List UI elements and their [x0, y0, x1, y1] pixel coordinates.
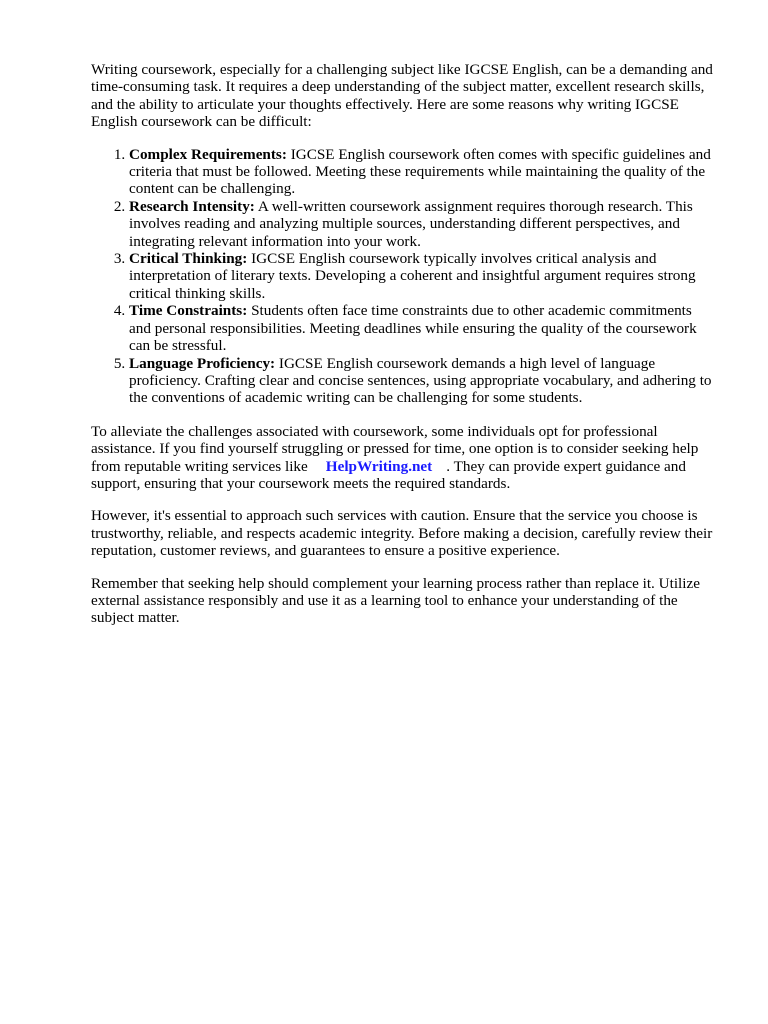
help-text-after: . They can provide expert guidance and support, ensuring that your coursework meets the required standards.	[91, 457, 686, 492]
reason-text: Students often face time constraints due to other academic commitments and personal responsibilities. Meeting deadlines while ensuring the quality of the coursework can be stressful.	[129, 302, 697, 355]
list-item	[129, 198, 713, 250]
closing-paragraph: Remember that seeking help should complement your learning process rather than replace it. Utilize external assistance responsibly and use it as a learning tool to enhance your understanding of the subject matter.	[91, 574, 700, 627]
list-item	[129, 302, 713, 354]
help-paragraph	[91, 423, 713, 493]
document-body	[91, 61, 713, 642]
reason-text: IGCSE English coursework often comes with specific guidelines and criteria that must be followed. Meeting these requirements while maintaining the quality of the content can be challenging.	[129, 145, 711, 198]
reason-term: Research Intensity:	[129, 197, 255, 215]
list-item	[129, 355, 713, 407]
list-item	[129, 250, 713, 302]
reason-term: Language Proficiency:	[129, 354, 276, 372]
reason-text: IGCSE English coursework demands a high level of language proficiency. Crafting clear and concise sentences, using appropriate vocabulary, and adhering to the conventions of academic writing can be challenging for some students.	[129, 354, 712, 407]
list-item	[129, 146, 713, 198]
helpwriting-link[interactable]: HelpWriting.net	[325, 457, 433, 475]
help-text-before: To alleviate the challenges associated with coursework, some individuals opt for professional assistance. If you find yourself struggling or pressed for time, one option is to consider seeking help from reputable writing services like	[91, 422, 699, 475]
reason-term: Complex Requirements:	[129, 145, 287, 163]
reason-text: A well-written coursework assignment requires thorough research. This involves reading and analyzing multiple sources, understanding different perspectives, and integrating relevant information into your work.	[129, 197, 693, 250]
reason-term: Time Constraints:	[129, 302, 248, 320]
reasons-list	[91, 146, 713, 407]
reason-text: IGCSE English coursework typically involves critical analysis and interpretation of literary texts. Developing a coherent and insightful argument requires strong critical thinking skills.	[129, 250, 696, 302]
reason-term: Critical Thinking:	[129, 250, 248, 268]
caution-paragraph: However, it's essential to approach such services with caution. Ensure that the service you choose is trustworthy, reliable, and respects academic integrity. Before making a decision, carefully review their reputation, customer reviews, and guarantees to ensure a positive experience.	[91, 507, 713, 560]
intro-paragraph: Writing coursework, especially for a challenging subject like IGCSE English, can be a demanding and time-consuming task. It requires a deep understanding of the subject matter, excellent research skills, and the ability to articulate your thoughts effectively. Here are some reasons why writing IGCSE English coursework can be difficult:	[91, 61, 713, 131]
